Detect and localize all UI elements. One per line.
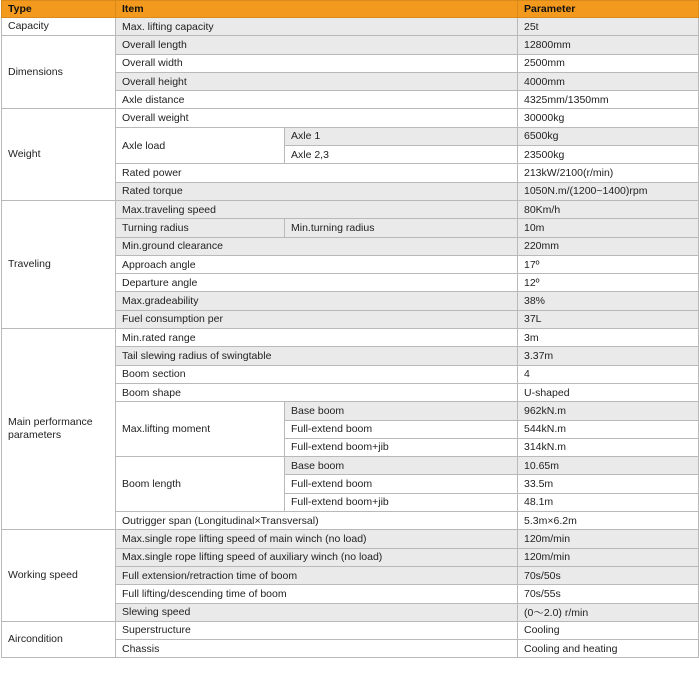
group-aircondition: Aircondition [2,621,116,658]
param-value: 30000kg [518,109,699,127]
param-value: 12º [518,274,699,292]
param-value: 2500mm [518,54,699,72]
item-label: Rated torque [116,182,518,200]
item-label: Tail slewing radius of swingtable [116,347,518,365]
sub-item-label: Full-extend boom [285,420,518,438]
item-label: Turning radius [116,219,285,237]
header-parameter: Parameter [518,1,699,18]
param-value: Cooling and heating [518,640,699,658]
param-value: Cooling [518,621,699,639]
param-value: U-shaped [518,383,699,401]
item-label: Axle load [116,127,285,164]
item-label: Slewing speed [116,603,518,621]
item-label: Boom length [116,457,285,512]
param-value: 220mm [518,237,699,255]
item-label: Min.rated range [116,329,518,347]
item-label: Overall height [116,72,518,90]
item-label: Chassis [116,640,518,658]
sub-item-label: Axle 1 [285,127,518,145]
table-row [2,530,699,548]
item-label: Max.lifting moment [116,402,285,457]
param-value: 80Km/h [518,200,699,218]
item-label: Boom section [116,365,518,383]
sub-item-label: Full-extend boom [285,475,518,493]
param-value: 25t [518,18,699,36]
param-value: 38% [518,292,699,310]
item-label: Max.gradeability [116,292,518,310]
item-label: Rated power [116,164,518,182]
param-value: 4 [518,365,699,383]
spec-table [1,0,699,658]
param-value: 37L [518,310,699,328]
param-value: 33.5m [518,475,699,493]
header-row [2,1,699,18]
param-value: 12800mm [518,36,699,54]
param-value: 5.3m×6.2m [518,512,699,530]
group-working-speed: Working speed [2,530,116,621]
param-value: 70s/55s [518,585,699,603]
item-label: Boom shape [116,383,518,401]
group-weight: Weight [2,109,116,200]
param-value: 544kN.m [518,420,699,438]
item-label: Overall width [116,54,518,72]
item-label: Axle distance [116,91,518,109]
param-value: 213kW/2100(r/min) [518,164,699,182]
header-item: Item [116,1,518,18]
sub-item-label: Axle 2,3 [285,146,518,164]
sub-item-label: Full-extend boom+jib [285,493,518,511]
table-row [2,36,699,54]
sub-item-label: Base boom [285,457,518,475]
item-label: Overall length [116,36,518,54]
item-label: Overall weight [116,109,518,127]
group-main-performance: Main performance parameters [2,329,116,530]
table-row [2,200,699,218]
param-value: 4325mm/1350mm [518,91,699,109]
param-value: 3m [518,329,699,347]
param-value: 10.65m [518,457,699,475]
table-row [2,109,699,127]
sub-item-label: Full-extend boom+jib [285,438,518,456]
param-value: 962kN.m [518,402,699,420]
param-value: 10m [518,219,699,237]
table-row [2,329,699,347]
param-value: 17º [518,255,699,273]
param-value: 3.37m [518,347,699,365]
param-value: 48.1m [518,493,699,511]
param-value: 23500kg [518,146,699,164]
param-value: 1050N.m/(1200~1400)rpm [518,182,699,200]
item-label: Departure angle [116,274,518,292]
param-value: (0～2.0) r/min [518,603,699,621]
param-value: 6500kg [518,127,699,145]
param-value: 120m/min [518,530,699,548]
sub-item-label: Min.turning radius [285,219,518,237]
item-label: Full extension/retraction time of boom [116,566,518,584]
param-value: 120m/min [518,548,699,566]
param-value: 70s/50s [518,566,699,584]
item-label: Fuel consumption per [116,310,518,328]
item-label: Max.single rope lifting speed of auxiliary winch (no load) [116,548,518,566]
item-label: Approach angle [116,255,518,273]
header-type: Type [2,1,116,18]
item-label: Max.single rope lifting speed of main winch (no load) [116,530,518,548]
group-traveling: Traveling [2,200,116,328]
item-label: Min.ground clearance [116,237,518,255]
param-value: 314kN.m [518,438,699,456]
table-row [2,621,699,639]
item-label: Max. lifting capacity [116,18,518,36]
group-dimensions: Dimensions [2,36,116,109]
param-value: 4000mm [518,72,699,90]
group-capacity: Capacity [2,18,116,36]
item-label: Outrigger span (Longitudinal×Transversal) [116,512,518,530]
sub-item-label: Base boom [285,402,518,420]
item-label: Full lifting/descending time of boom [116,585,518,603]
item-label: Max.traveling speed [116,200,518,218]
table-row [2,18,699,36]
item-label: Superstructure [116,621,518,639]
